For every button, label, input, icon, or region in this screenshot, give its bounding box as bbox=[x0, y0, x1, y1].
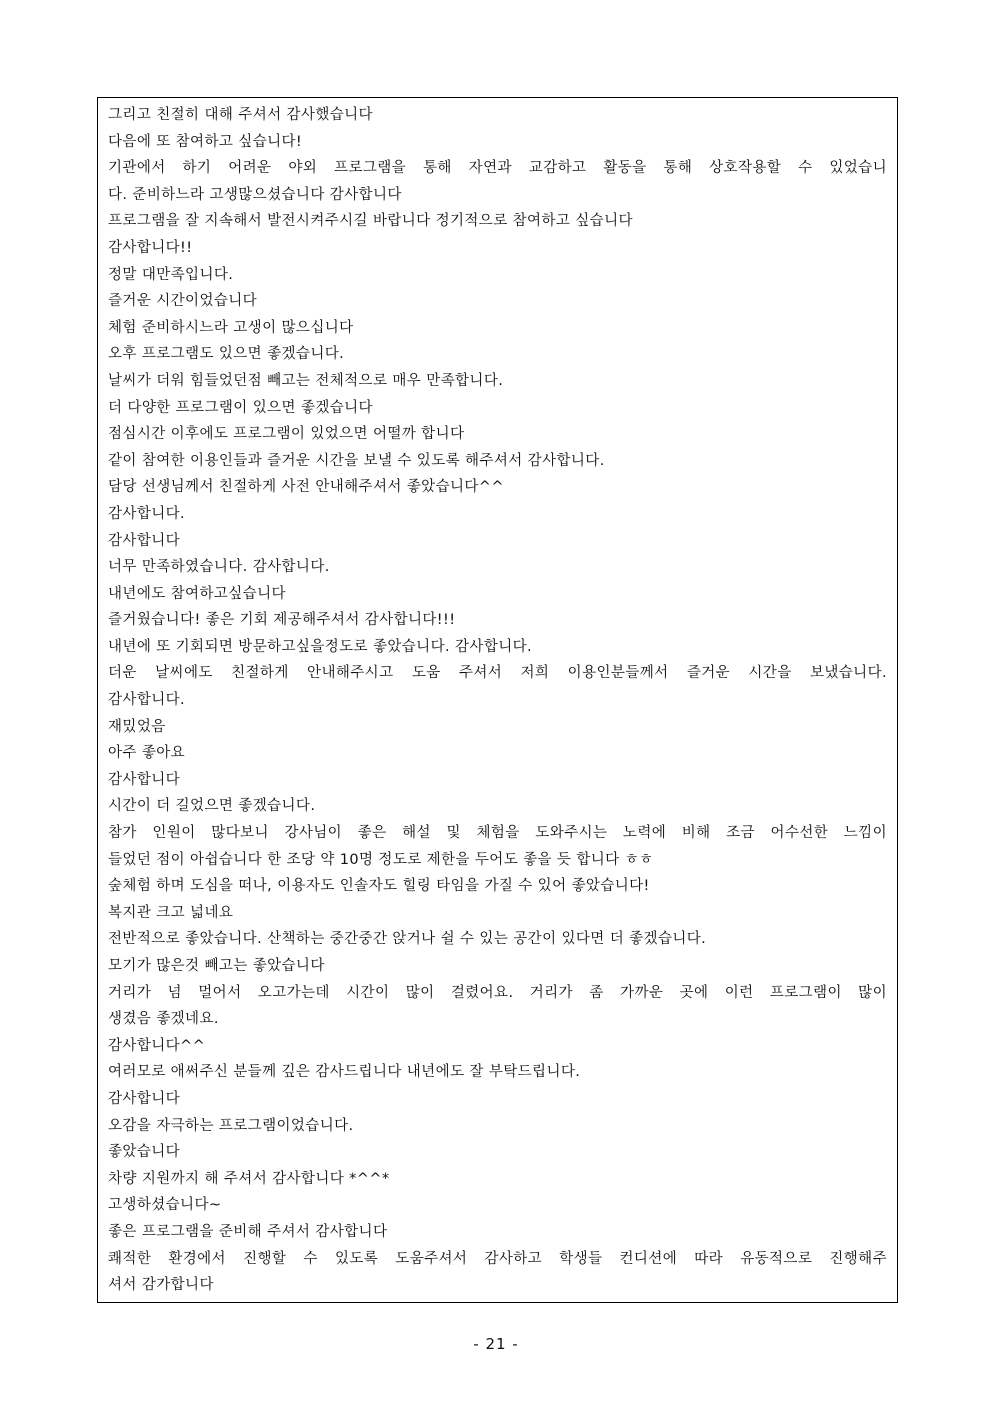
comment-line: 기관에서 하기 어려운 야외 프로그램을 통해 자연과 교감하고 활동을 통해 상호작용할 수 있었습니 bbox=[108, 160, 887, 177]
comments-box bbox=[97, 97, 898, 1303]
comment-line: 쾌적한 환경에서 진행할 수 있도록 도움주셔서 감사하고 학생들 컨디션에 따라 유동적으로 진행해주 bbox=[108, 1250, 887, 1267]
comment-line: 재밌었음 bbox=[108, 718, 166, 735]
comment-line: 내년에도 참여하고싶습니다 bbox=[108, 585, 286, 602]
comment-line: 오후 프로그램도 있으면 좋겠습니다. bbox=[108, 346, 345, 363]
comment-line: 담당 선생님께서 친절하게 사전 안내해주셔서 좋았습니다^^ bbox=[108, 479, 504, 496]
comment-line: 거리가 넘 멀어서 오고가는데 시간이 많이 걸렸어요. 거리가 좀 가까운 곳에 이런 프로그램이 많이 bbox=[108, 984, 887, 1001]
comment-line: 감사합니다. bbox=[108, 692, 186, 709]
comment-line: 감사합니다^^ bbox=[108, 1037, 206, 1054]
comment-line: 감사합니다 bbox=[108, 771, 181, 788]
comment-line: 오감을 자극하는 프로그램이었습니다. bbox=[108, 1117, 354, 1134]
comment-line: 감사합니다 bbox=[108, 532, 181, 549]
comment-line: 즐거운 시간이었습니다 bbox=[108, 293, 258, 310]
comment-line: 모기가 많은것 빼고는 좋았습니다 bbox=[108, 958, 325, 974]
comment-line: 그리고 친절히 대해 주셔서 감사했습니다 bbox=[108, 107, 373, 123]
comment-line: 프로그램을 잘 지속해서 발전시켜주시길 바랍니다 정기적으로 참여하고 싶습니다 bbox=[108, 213, 633, 230]
comment-line: 즐거웠습니다! 좋은 기회 제공해주셔서 감사합니다!!! bbox=[108, 612, 456, 629]
comment-line: 숲체험 하며 도심을 떠나, 이용자도 인솔자도 힐링 타임을 가질 수 있어 좋았습니다! bbox=[108, 878, 650, 895]
comment-line: 날씨가 더워 힘들었던점 빼고는 전체적으로 매우 만족합니다. bbox=[108, 372, 504, 389]
comment-line: 아주 좋아요 bbox=[108, 745, 186, 762]
comment-line: 너무 만족하였습니다. 감사합니다. bbox=[108, 559, 330, 576]
comment-line: 내년에 또 기회되면 방문하고싶을정도로 좋았습니다. 감사합니다. bbox=[108, 638, 533, 655]
comment-line: 셔서 감가합니다 bbox=[108, 1277, 214, 1294]
comment-line: 차량 지원까지 해 주셔서 감사합니다 *^^* bbox=[108, 1170, 390, 1187]
comment-line: 생겼음 좋겠네요. bbox=[108, 1011, 219, 1028]
page-number: - 21 - bbox=[473, 1335, 519, 1353]
comment-line: 좋은 프로그램을 준비해 주셔서 감사합니다 bbox=[108, 1223, 388, 1240]
comment-line: 같이 참여한 이용인들과 즐거운 시간을 보낼 수 있도록 해주셔서 감사합니다. bbox=[108, 452, 605, 469]
comment-line: 체험 준비하시느라 고생이 많으십니다 bbox=[108, 319, 354, 336]
comment-line: 들었던 점이 아쉽습니다 한 조당 약 10명 정도로 제한을 두어도 좋을 듯 합니다 ㅎㅎ bbox=[108, 851, 654, 868]
comment-line: 다음에 또 참여하고 싶습니다! bbox=[108, 133, 303, 150]
comment-line: 정말 대만족입니다. bbox=[108, 266, 234, 283]
comment-line: 더운 날씨에도 친절하게 안내해주시고 도움 주셔서 저희 이용인분들께서 즐거운 시간을 보냈습니다. bbox=[108, 665, 887, 682]
comment-line: 감사합니다!! bbox=[108, 239, 193, 256]
comment-line: 다. 준비하느라 고생많으셨습니다 감사합니다 bbox=[108, 186, 402, 203]
comment-line: 좋았습니다 bbox=[108, 1144, 181, 1161]
comment-line: 시간이 더 길었으면 좋겠습니다. bbox=[108, 798, 316, 815]
comment-line: 참가 인원이 많다보니 강사님이 좋은 해설 및 체험을 도와주시는 노력에 비해 조금 어수선한 느낌이 bbox=[108, 825, 887, 842]
comment-line: 고생하셨습니다~ bbox=[108, 1197, 222, 1214]
comment-line: 감사합니다 bbox=[108, 1090, 181, 1107]
comment-line: 더 다양한 프로그램이 있으면 좋겠습니다 bbox=[108, 399, 373, 416]
comment-line: 감사합니다. bbox=[108, 505, 186, 522]
comment-line: 복지관 크고 넓네요 bbox=[108, 904, 234, 921]
comment-line: 전반적으로 좋았습니다. 산책하는 중간중간 앉거나 쉴 수 있는 공간이 있다면 더 좋겠습니다. bbox=[108, 931, 707, 948]
comment-line: 점심시간 이후에도 프로그램이 있었으면 어떨까 합니다 bbox=[108, 426, 465, 443]
comment-line: 여러모로 애써주신 분들께 깊은 감사드립니다 내년에도 잘 부탁드립니다. bbox=[108, 1064, 581, 1081]
